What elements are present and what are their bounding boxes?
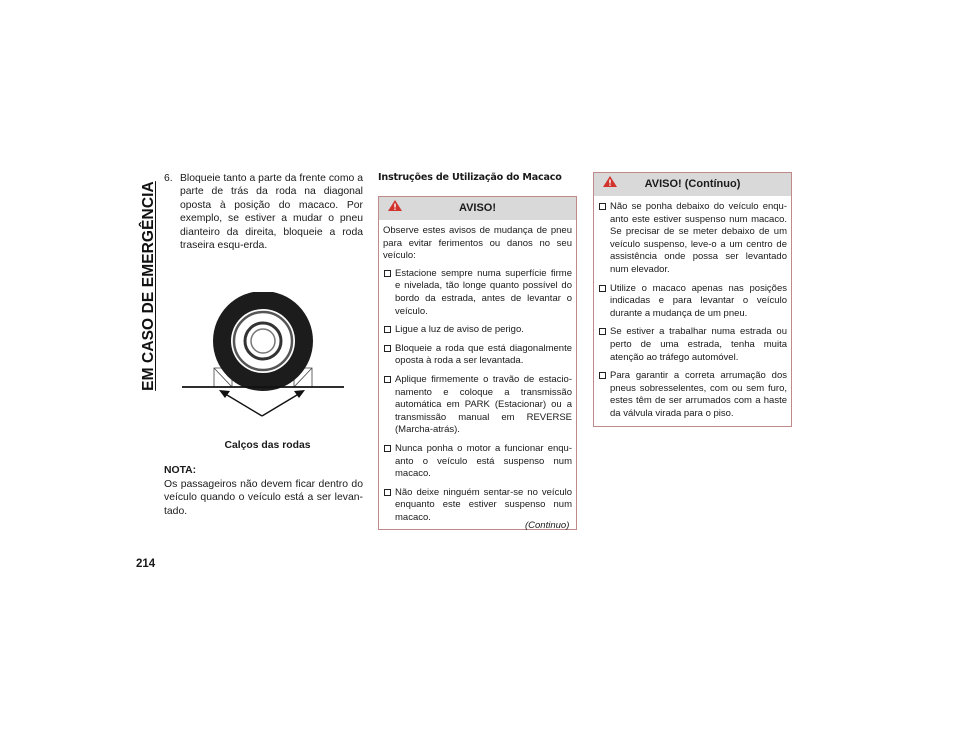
step-number: 6. (164, 173, 173, 184)
checkbox-bullet-icon (384, 345, 391, 352)
checkbox-bullet-icon (384, 270, 391, 277)
checkbox-bullet-icon (384, 376, 391, 383)
note-text: Os passageiros não devem ficar dentro do veículo quando o veículo está a ser levan-tado. (164, 478, 363, 517)
warning-header (594, 173, 791, 196)
arrow-left (219, 390, 230, 398)
list-item: Não se ponha debaixo do veículo enqu-anto este estiver suspenso num macaco. Se precisar de se meter debaixo de um veículo suspenso, leve-o a um centro de assistência onde possa ser levantado num elevador. (598, 201, 787, 277)
note-title: NOTA: (164, 465, 197, 477)
step-text: Bloqueie tanto a parte da frente como a parte de trás da roda na diagonal oposta à posição do macaco. Por exemplo, se estiver a mudar o pneu dianteiro da direita, bloqueie a roda traseira esqu-erda. (180, 173, 363, 252)
list-item: Se estiver a trabalhar numa estrada ou perto de uma estrada, tenha muita atenção ao tráfego automóvel. (598, 326, 787, 364)
warning-intro: Observe estes avisos de mudança de pneu para evitar ferimentos ou danos no seu veículo: (383, 225, 572, 262)
wheel-chocks-figure (164, 292, 363, 432)
list-item: Para garantir a correta arrumação dos pneus sobresselentes, com ou sem furo, estes têm de ser arrumados com a haste da válvula virada para o piso. (598, 370, 787, 420)
checkbox-bullet-icon (599, 285, 606, 292)
list-item: Aplique firmemente o travão de estacio-namento e coloque a transmissão automática em PARK (Estacionar) ou a transmissão manual em REVERSE (Marcha-atrás). (383, 374, 572, 437)
checkbox-bullet-icon (599, 203, 606, 210)
list-item: Utilize o macaco apenas nas posições indicadas e para levantar o veículo durante a mudança de um pneu. (598, 283, 787, 321)
step-6 (164, 172, 363, 252)
warning-body (379, 220, 576, 529)
tire-illustration (164, 292, 363, 432)
continued-label: (Continuo) (525, 520, 570, 531)
checkbox-bullet-icon (599, 328, 606, 335)
section-title: Instruções de Utilização do Macaco (378, 172, 562, 183)
checkbox-bullet-icon (599, 372, 606, 379)
section-tab (134, 172, 164, 400)
page-number: 214 (136, 558, 156, 570)
list-item: Nunca ponha o motor a funcionar enqu-anto o veículo está suspenso num macaco. (383, 443, 572, 481)
list-item: Não deixe ninguém sentar-se no veículo enquanto este estiver suspenso num macaco. (383, 487, 572, 525)
list-item: Ligue a luz de aviso de perigo. (383, 324, 572, 337)
left-column (164, 172, 363, 518)
middle-column (378, 172, 577, 183)
warning-title: AVISO! (458, 202, 497, 214)
checkbox-bullet-icon (384, 326, 391, 333)
warning-header (379, 197, 576, 220)
checkbox-bullet-icon (384, 489, 391, 496)
warning-box (378, 196, 577, 530)
checkbox-bullet-icon (384, 445, 391, 452)
section-tab-label: EM CASO DE EMERGÊNCIA (140, 181, 157, 391)
list-item: Bloqueie a roda que está diagonalmente oposta à roda a ser levantada. (383, 343, 572, 368)
warning-body (594, 196, 791, 426)
figure-caption: Calços das rodas (224, 440, 311, 452)
warning-title: AVISO! (Contínuo) (644, 178, 741, 190)
list-item: Estacione sempre numa superfície firme e nivelada, tão longe quanto possível do bordo da estrada, antes de levantar o veículo. (383, 268, 572, 318)
arrow-right (294, 390, 305, 398)
warning-continued-box (593, 172, 792, 427)
